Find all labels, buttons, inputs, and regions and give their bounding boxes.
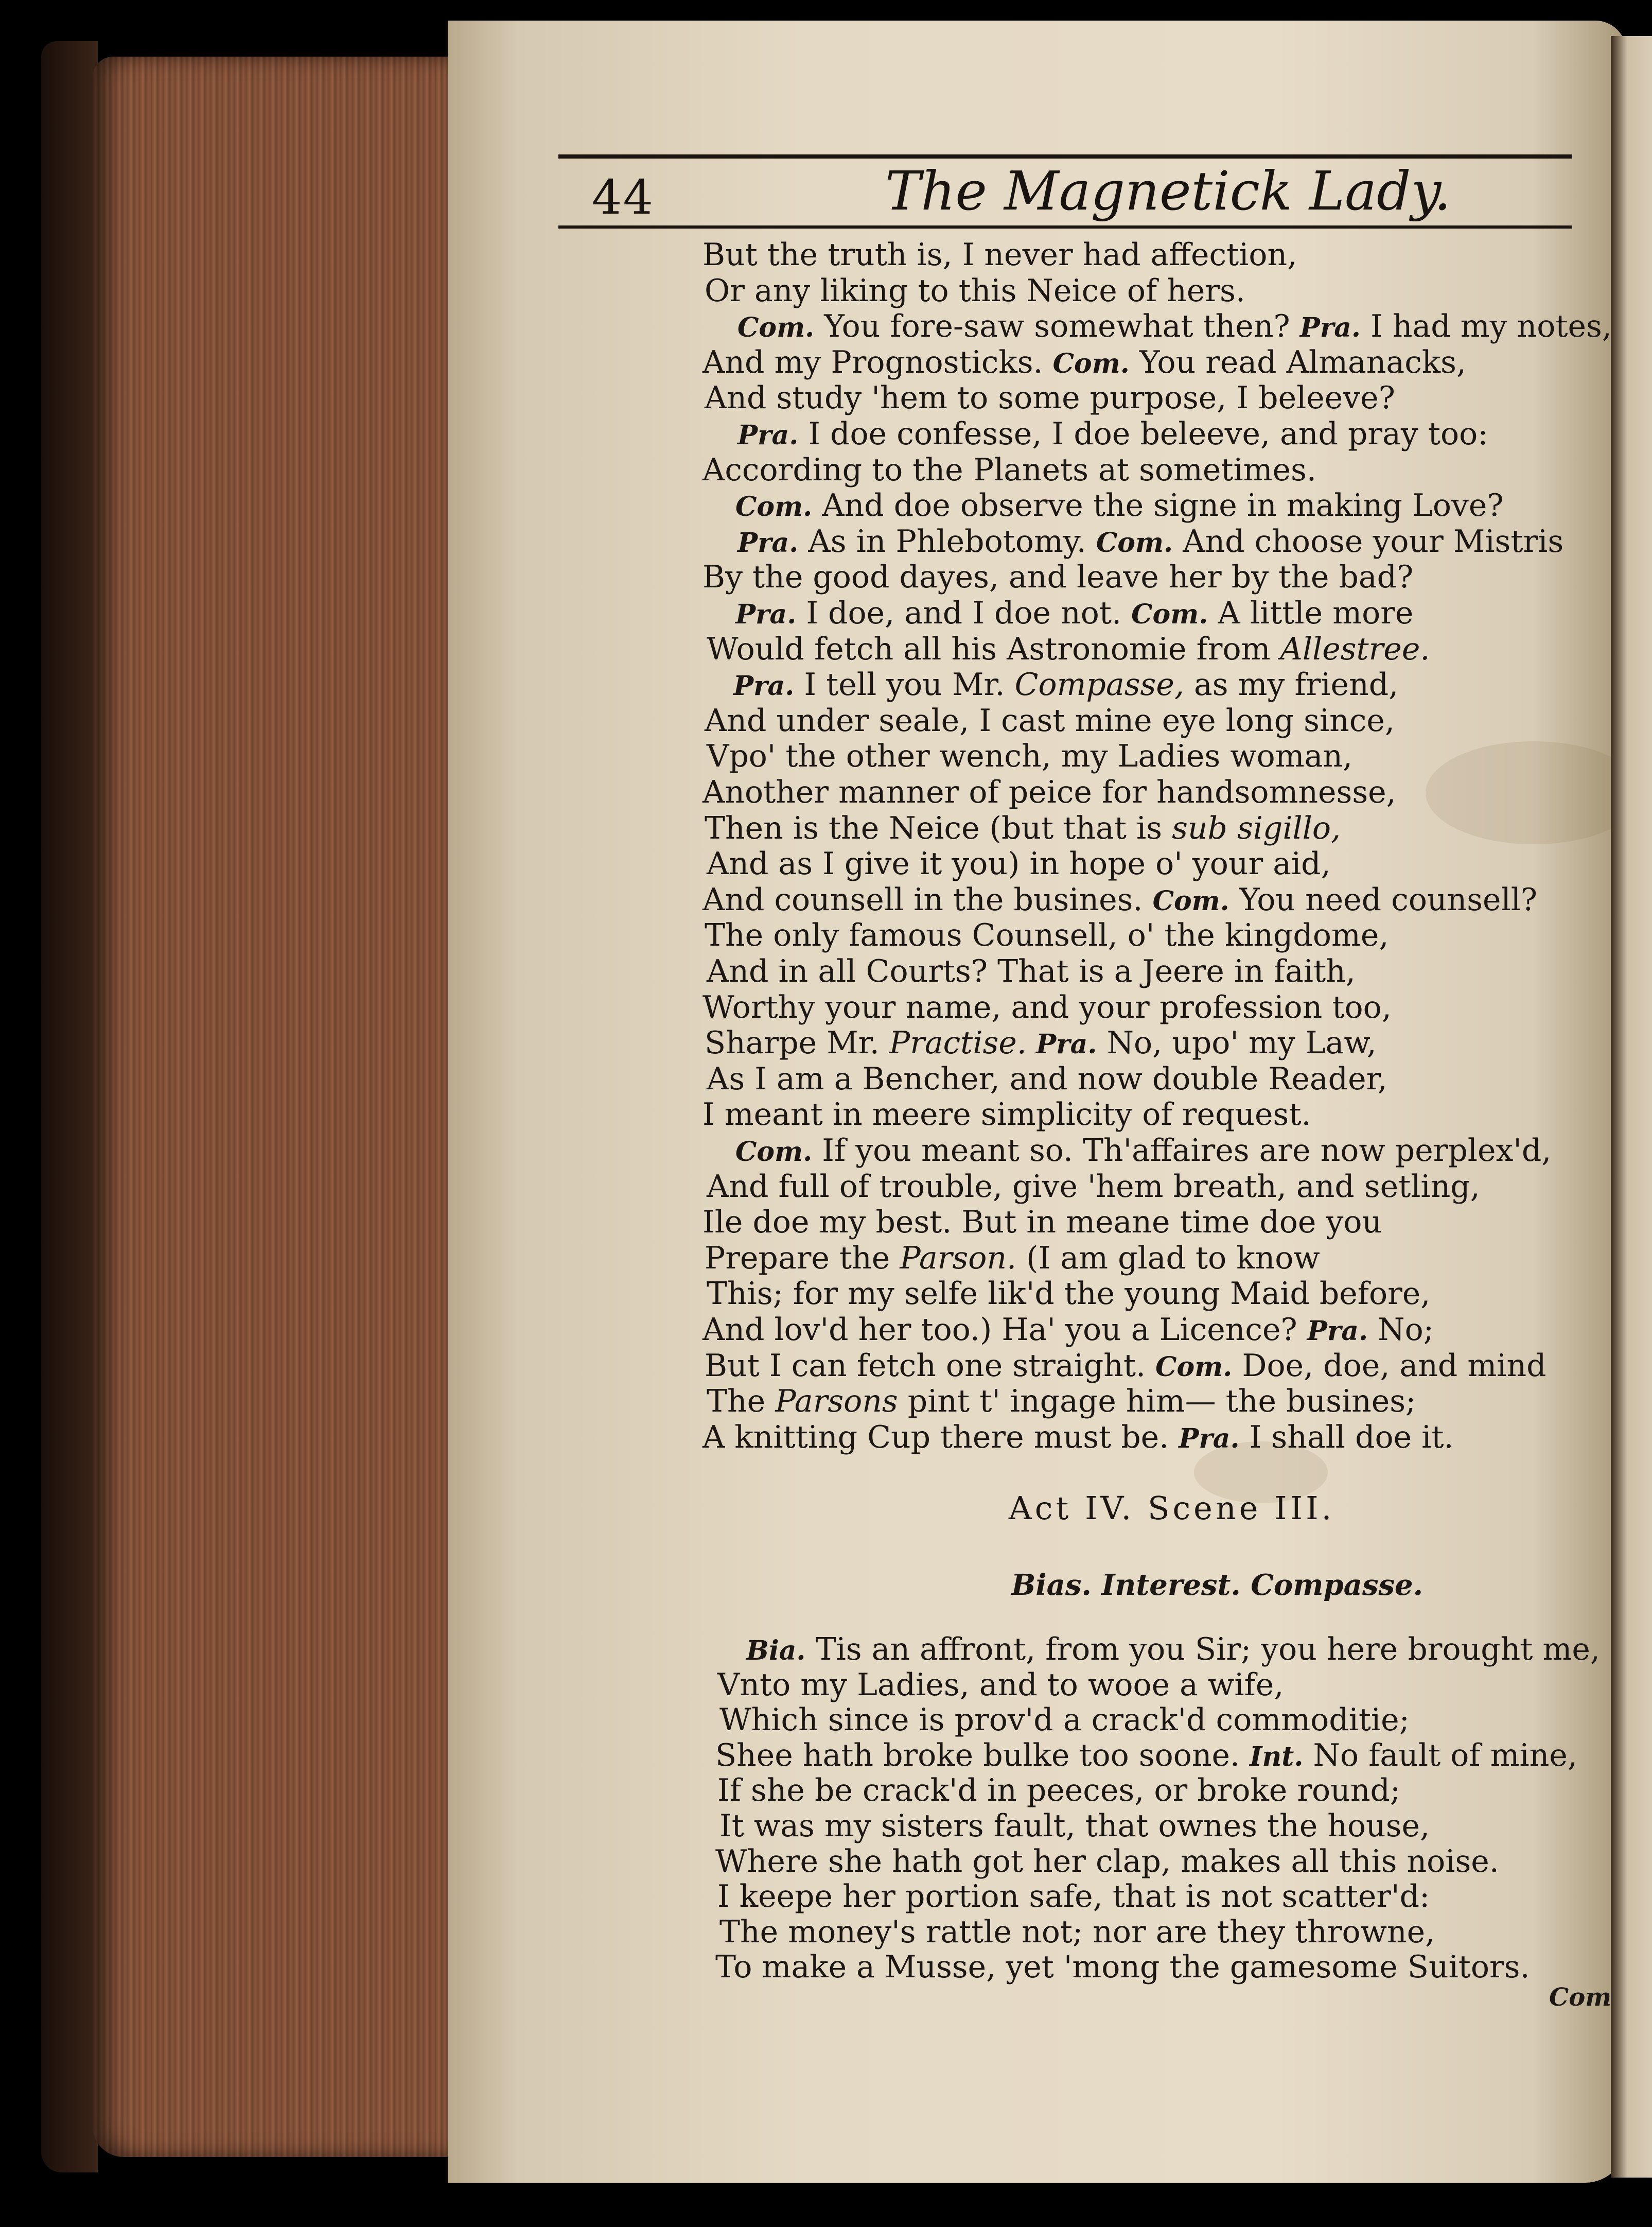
line-text: You read Almanacks, [1129,344,1467,380]
speaker-prefix: Com. [1052,347,1130,379]
line-text: Then is the Neice (but that is [705,810,1172,846]
verse-line [707,846,1331,882]
verse-line [702,451,1316,488]
line-text: Doe, doe, and mind [1232,1347,1546,1384]
verse-line [737,308,1612,345]
verse-line [702,774,1396,810]
line-text: If she be crack'd in peeces, or broke round; [717,1772,1401,1809]
line-text: And in all Courts? That is a Jeere in faith, [707,953,1356,989]
line-text: As in Phlebotomy. [798,523,1096,560]
verse-line [735,488,1504,524]
speaker-prefix: Pra. [737,420,799,451]
line-text: And full of trouble, give 'hem breath, and setling, [707,1168,1480,1205]
verse-line [737,523,1564,560]
line-text: To make a Musse, yet 'mong the gamesome Suitors. [715,1949,1530,1986]
line-text: Vnto my Ladies, and to wooe a wife, [717,1666,1284,1703]
speaker-prefix: Pra. [1026,1029,1097,1060]
speaker-prefix: Com. [737,312,815,344]
speaker-prefix: Pra. [733,670,795,702]
line-text: pint t' ingage him— the busines; [898,1383,1416,1420]
line-text: By the good dayes, and leave her by the bad? [702,559,1414,596]
verse-line [719,1913,1435,1950]
speaker-prefix: Com. [1096,527,1173,559]
verse-line [702,1204,1382,1241]
verse-line [702,1419,1454,1455]
line-text: The [707,1383,776,1420]
verse-line [707,953,1356,989]
page-number: 44 [592,170,655,225]
line-text: And counsell in the busines. [702,881,1153,918]
line-text: Sharpe Mr. [705,1025,889,1062]
verse-line [707,1168,1480,1205]
line-text: If you meant so. Th'affaires are now perplex'd, [812,1133,1552,1169]
line-text: According to the Planets at sometimes. [702,451,1316,488]
line-text: This; for my selfe lik'd the young Maid before, [707,1276,1431,1312]
verse-line [705,1025,1377,1062]
line-text: The money's rattle not; nor are they throwne, [719,1913,1435,1950]
scene-heading: Act IV. Scene III. [1009,1489,1335,1527]
line-text: Ile doe my best. But in meane time doe you [702,1204,1382,1241]
verse-line [717,1772,1401,1809]
verse-line [705,1240,1320,1276]
verse-line [719,1702,1410,1738]
line-text: And under seale, I cast mine eye long since, [705,702,1395,739]
line-text: No; [1368,1312,1434,1348]
italic-text: sub sigillo, [1172,810,1341,846]
verse-line [702,559,1414,596]
verse-line [717,1878,1430,1915]
speaker-prefix: Bia. [746,1635,806,1666]
line-text: And as I give it you) in hope o' your aid, [707,846,1331,882]
header-rule-bottom [558,225,1572,229]
line-text: Shee hath broke bulke too soone. [715,1737,1250,1773]
line-text: But the truth is, I never had affection, [702,237,1297,273]
speaker-prefix: Pra. [737,527,799,559]
line-text: The only famous Counsell, o' the kingdome, [705,917,1389,954]
italic-text: Parsons [775,1383,898,1420]
line-text: Tis an affront, from you Sir; you here brought me, [805,1631,1600,1667]
speaker-prefix: Com. [1131,599,1208,630]
speaker-prefix: Com. [1152,885,1229,917]
running-head: The Magnetick Lady. [885,160,1451,222]
verse-line [733,667,1399,703]
speaker-prefix: Pra. [1307,1315,1368,1347]
verse-line [737,416,1488,452]
page-block-edge [93,57,453,2157]
verse-line [719,1808,1430,1844]
line-text: But I can fetch one straight. [705,1347,1156,1384]
scene-persons: Bias. Interest. Compasse. [1011,1568,1423,1602]
line-text: I had my notes, [1361,308,1612,345]
verse-line [715,1843,1499,1880]
verse-line [707,738,1353,775]
speaker-prefix: Pra. [1179,1422,1240,1454]
italic-text: Compasse, [1014,667,1184,703]
line-text: It was my sisters fault, that ownes the house, [719,1808,1430,1844]
verse-line [707,1383,1416,1420]
verse-line [746,1631,1600,1667]
verse-line [705,917,1389,954]
line-text: And my Prognosticks. [702,344,1053,380]
verse-line [702,344,1467,380]
verse-line [705,810,1341,846]
line-text: I doe, and I doe not. [796,595,1132,631]
line-text: as my friend, [1184,667,1399,703]
verse-line [707,1060,1387,1097]
verse-line [705,702,1395,739]
verse-line [715,1737,1577,1773]
line-text: I meant in meere simplicity of request. [702,1097,1311,1133]
line-text: You need counsell? [1229,881,1538,918]
italic-text: Practise. [889,1025,1027,1062]
verse-line [702,1312,1434,1348]
verse-line [702,989,1392,1025]
line-text: Where she hath got her clap, makes all this noise. [715,1843,1499,1880]
book-binding-shadow [41,41,98,2172]
verse-line [702,881,1538,918]
catchword: Com [1549,1983,1612,2012]
line-text: No fault of mine, [1303,1737,1577,1773]
verse-line [735,1133,1552,1169]
line-text: Prepare the [705,1240,900,1276]
line-text: I doe confesse, I doe beleeve, and pray too: [798,416,1488,452]
line-text: I tell you Mr. [794,667,1015,703]
verse-line [705,272,1245,309]
facing-page-edge [1611,36,1652,2178]
verse-line [707,1276,1431,1312]
verse-line [717,1666,1284,1703]
line-text: As I am a Bencher, and now double Reader, [707,1060,1387,1097]
speaker-prefix: Pra. [1299,312,1361,344]
line-text: You fore-saw somewhat then? [814,308,1300,345]
line-text: I keepe her portion safe, that is not scatter'd: [717,1878,1430,1915]
verse-line [702,1097,1311,1133]
header-rule-top [558,154,1572,159]
line-text: Would fetch all his Astronomie from [707,631,1280,667]
line-text: Which since is prov'd a crack'd commoditie; [719,1702,1410,1738]
line-text: Vpo' the other wench, my Ladies woman, [707,738,1353,775]
verse-line [705,1347,1546,1384]
line-text: A knitting Cup there must be. [702,1419,1179,1455]
line-text: And lov'd her too.) Ha' you a Licence? [702,1312,1307,1348]
line-text: And study 'hem to some purpose, I beleeve? [705,380,1395,416]
line-text: Worthy your name, and your profession too, [702,989,1392,1025]
italic-text: Parson. [900,1240,1017,1276]
line-text: A little more [1208,595,1414,631]
speaker-prefix: Com. [735,1136,813,1168]
verse-line [705,380,1395,416]
line-text: I shall doe it. [1239,1419,1454,1455]
line-text: And choose your Mistris [1173,523,1564,560]
verse-line [715,1949,1530,1986]
verse-line [702,237,1297,273]
speaker-prefix: Int. [1250,1741,1304,1772]
verse-line [707,631,1430,667]
speaker-prefix: Com. [735,491,813,523]
speaker-prefix: Com. [1155,1351,1233,1383]
italic-text: Allestree. [1280,631,1430,667]
line-text: And doe observe the signe in making Love? [812,488,1504,524]
line-text: Another manner of peice for handsomnesse, [702,774,1396,810]
line-text: Or any liking to this Neice of hers. [705,272,1245,309]
line-text: No, upo' my Law, [1097,1025,1377,1062]
line-text: (I am glad to know [1016,1240,1320,1276]
speaker-prefix: Pra. [735,599,797,630]
verse-line [735,595,1414,631]
